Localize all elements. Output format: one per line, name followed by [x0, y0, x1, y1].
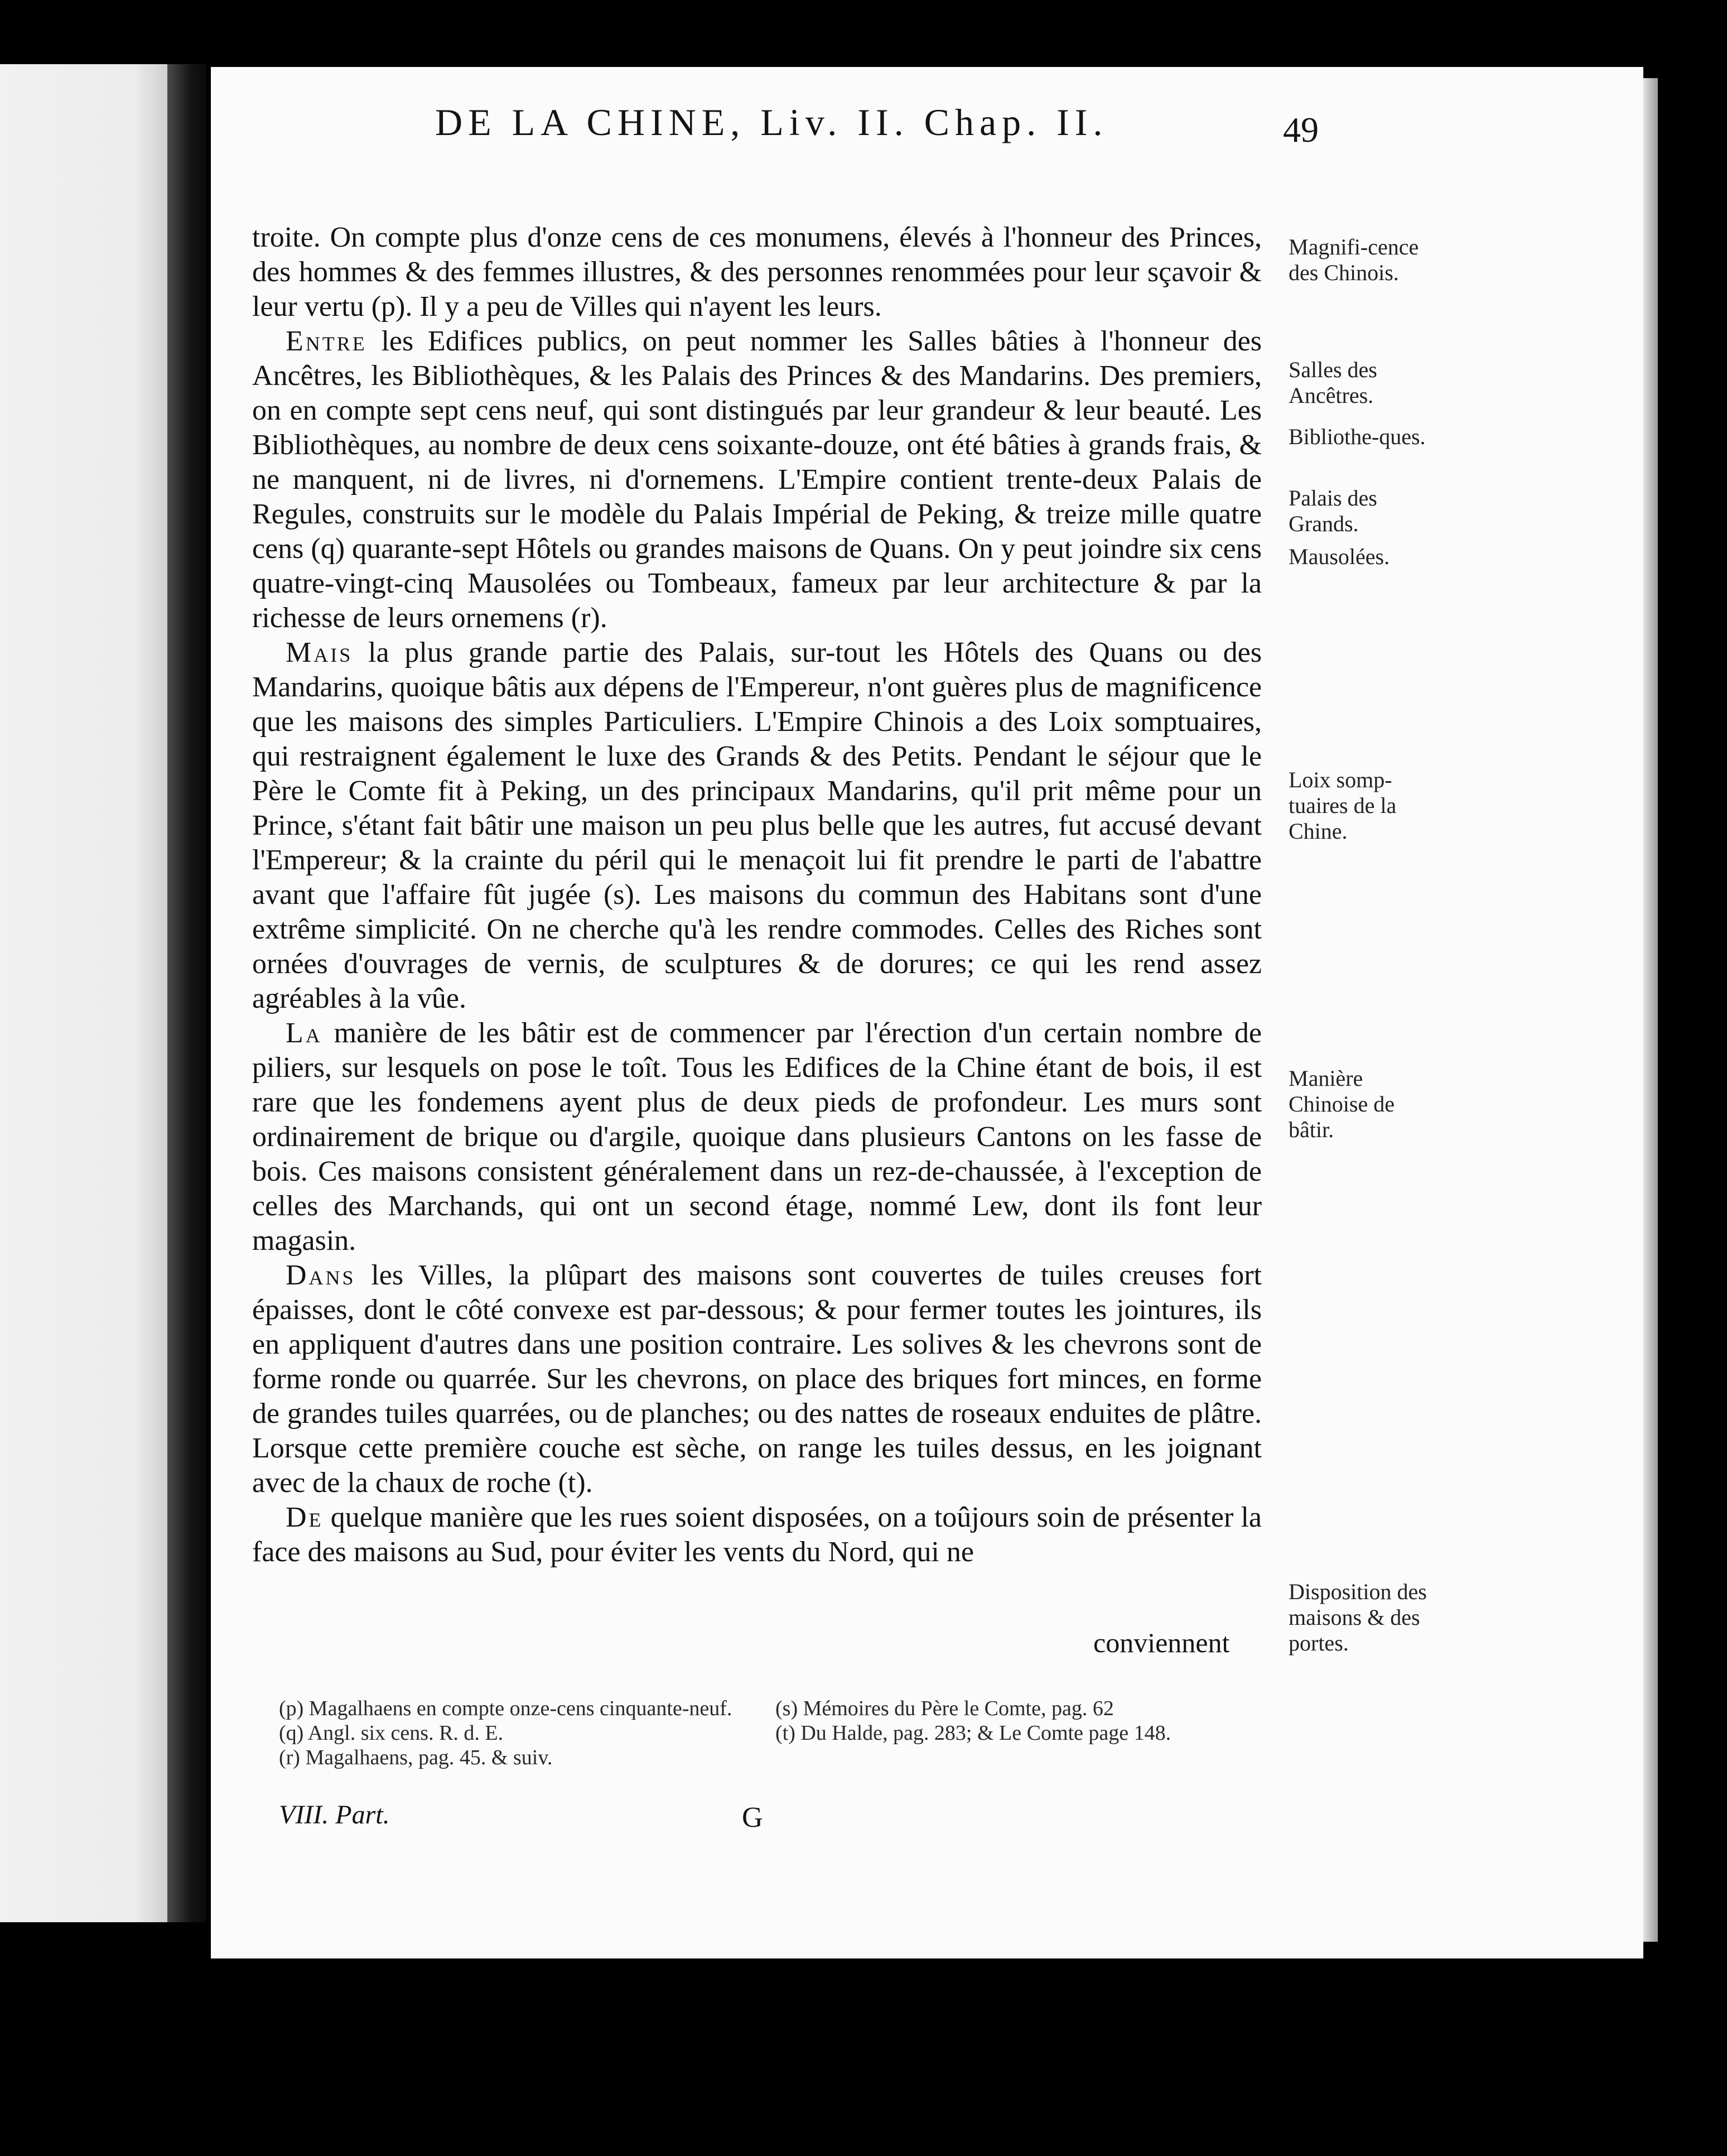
margin-note: Disposition des maisons & des portes. — [1289, 1579, 1427, 1656]
footnote: (q) Angl. six cens. R. d. E. — [279, 1721, 504, 1745]
footnotes-right — [775, 1696, 1266, 1745]
running-title: DE LA CHINE, Liv. II. Chap. II. — [435, 101, 1108, 143]
margin-note: Loix somp-tuaires de la Chine. — [1289, 767, 1397, 844]
paragraph: troite. On compte plus d'onze cens de ces monumens, élevés à l'honneur des Princes, des hommes & des femmes illustres, & des personnes renommées pour leur sçavoir & leur vertu (p). Il y a peu de Villes qui n'ayent les leurs. — [252, 222, 1262, 323]
body-text — [252, 220, 1262, 1570]
footnote: (r) Magalhaens, pag. 45. & suiv. — [279, 1746, 553, 1769]
page-fore-edge — [1643, 78, 1658, 1942]
paragraph-lead: Entre — [286, 325, 367, 357]
paragraph-lead: Mais — [286, 637, 353, 668]
paragraph: De quelque manière que les rues soient disposées, on a toûjours soin de présenter la face des maisons au Sud, pour éviter les vents du Nord, qui ne — [252, 1502, 1262, 1568]
margin-note: Manière Chinoise de bâtir. — [1289, 1066, 1395, 1142]
paragraph: La manière de les bâtir est de commencer par l'érection d'un certain nombre de piliers, sur lesquels on pose le toît. Tous les Edifices de la Chine étant de bois, il est rare que les fondemens ayent plus de deux pieds de profondeur. Les murs sont ordinairement de brique ou d'argile, quoique dans plusieurs Cantons on les fasse de bois. Ces maisons consistent généralement dans un rez-de-chaussée, à l'exception de celles des Marchands, qui ont un second étage, nommé Lew, dont ils font leur magasin. — [252, 1017, 1262, 1257]
book-gutter — [167, 64, 206, 1922]
page-number: 49 — [1283, 110, 1319, 150]
footnotes-left — [279, 1696, 742, 1770]
paragraph-lead: De — [286, 1502, 324, 1533]
paragraph: Dans les Villes, la plûpart des maisons sont couvertes de tuiles creuses fort épaisses, dont le côté convexe est par-dessous; & pour fermer toutes les jointures, ils en appliquent d'autres dans une position contraire. Les solives & les chevrons sont de forme ronde ou quarrée. Sur les chevrons, on place des briques fort minces, en forme de grandes tuiles quarrées, ou de planches; ou des nattes de roseaux enduites de plâtre. Lorsque cette première couche est sèche, on range les tuiles dessus, en les joignant avec de la chaux de roche (t). — [252, 1259, 1262, 1499]
margin-note: Palais des Grands. — [1289, 485, 1377, 536]
signature-part: VIII. Part. — [279, 1800, 390, 1830]
paragraph-lead: Dans — [286, 1259, 356, 1291]
footnote: (p) Magalhaens en compte onze-cens cinquante-neuf. — [279, 1697, 732, 1720]
margin-note: Mausolées. — [1289, 544, 1390, 569]
catchword: conviennent — [1093, 1627, 1230, 1658]
signature-letter: G — [742, 1802, 763, 1833]
footnote: (s) Mémoires du Père le Comte, pag. 62 — [775, 1697, 1114, 1720]
margin-note: Salles des Ancêtres. — [1289, 357, 1377, 408]
paragraph-lead: La — [286, 1017, 322, 1049]
paragraph: Mais la plus grande partie des Palais, sur-tout les Hôtels des Quans ou des Mandarins, quoique bâtis aux dépens de l'Empereur, n'ont guères plus de magnificence que les maisons des simples Particuliers. L'Empire Chinois a des Loix somptuaires, qui restraignent également le luxe des Grands & des Petits. Pendant le séjour que le Père le Comte fit à Peking, un des principaux Mandarins, qu'il prit même pour un Prince, s'étant fait bâtir une maison un peu plus belle que les autres, fut accusé devant l'Empereur; & la crainte du péril qui le menaçoit lui fit prendre le parti de l'abattre avant que l'affaire fût jugée (s). Les maisons du commun des Habitans sont d'une extrême simplicité. On ne cherche qu'à les rendre commodes. Celles des Riches sont ornées d'ouvrages de vernis, de sculptures & de dorures; ce qui les rend assez agréables à la vûe. — [252, 637, 1262, 1014]
margin-note: Magnifi-cence des Chinois. — [1289, 234, 1419, 285]
paragraph: Entre les Edifices publics, on peut nommer les Salles bâties à l'honneur des Ancêtres, les Bibliothèques, & les Palais des Princes & des Mandarins. Des premiers, on en compte sept cens neuf, qui sont distingués par leur grandeur & leur beauté. Les Bibliothèques, au nombre de deux cens soixante-douze, ont été bâties à grands frais, & ne manquent, ni de livres, ni d'ornemens. L'Empire contient trente-deux Palais de Regules, construits sur le modèle du Palais Impérial de Peking, & treize mille quatre cens (q) quarante-sept Hôtels ou grandes maisons de Quans. On y peut joindre six cens quatre-vingt-cinq Mausolées ou Tombeaux, fameux par leur architecture & par la richesse de leurs ornemens (r). — [252, 325, 1262, 634]
margin-note: Bibliothe-ques. — [1289, 424, 1426, 449]
facing-page-edge — [0, 64, 167, 1922]
footnote: (t) Du Halde, pag. 283; & Le Comte page 148. — [775, 1721, 1171, 1745]
